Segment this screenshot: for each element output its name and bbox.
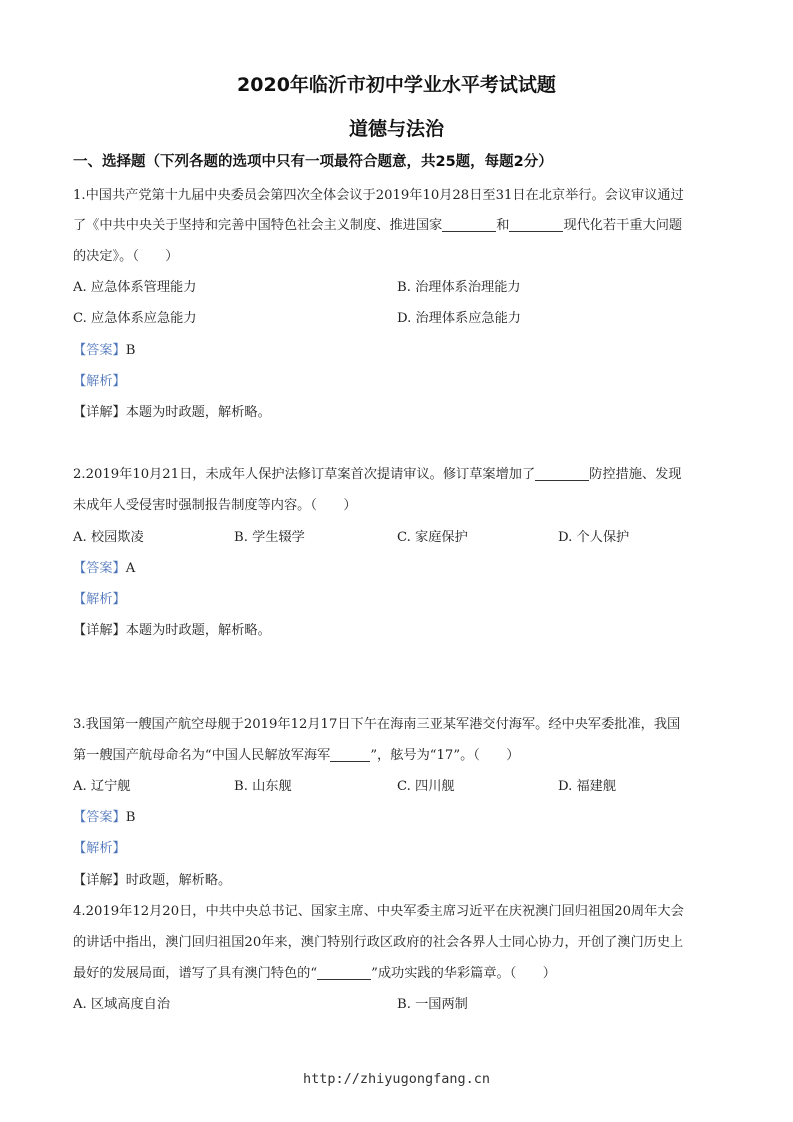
q2-stem-line1 [73, 463, 681, 482]
q3-answer-value: B [125, 810, 136, 825]
q2-option-b: B. 学生辍学 [234, 530, 305, 545]
q1-stem-line3: 的决定》。（ ） [73, 249, 179, 264]
q1-option-b: B. 治理体系治理能力 [397, 280, 521, 295]
q1-answer [73, 339, 135, 358]
blank-underline [330, 747, 370, 762]
q4-stem-line3 [73, 962, 556, 981]
q1-stem-line1: 1.中国共产党第十九届中央委员会第四次全体会议于2019年10月28日至31日在北京举行。会议审议通过 [73, 188, 684, 203]
blank-underline [535, 466, 589, 481]
blank-underline [317, 965, 371, 980]
q1-stem-line2-and: 和 [496, 218, 510, 233]
q3-analysis-label: 【解析】 [73, 841, 126, 856]
q4-stem-line3-end: ”成功实践的华彩篇章。（ ） [371, 966, 556, 981]
q2-answer [73, 557, 135, 576]
q1-detail [73, 401, 271, 420]
q4-stem-line1: 4.2019年12月20日，中共中央总书记、国家主席、中央军委主席习近平在庆祝澳门回归祖国20周年大会 [73, 904, 684, 919]
q1-option-a: A. 应急体系管理能力 [73, 280, 197, 295]
q3-stem-line2 [73, 744, 519, 763]
q2-answer-value: A [125, 561, 136, 576]
q3-stem-line2-end: ”，舷号为“17”。（ ） [370, 748, 520, 763]
q2-detail [73, 619, 271, 638]
footer-url: http://zhiyugongfang.cn [303, 1071, 490, 1087]
q3-detail-text: 时政题，解析略。 [125, 873, 232, 888]
q2-option-a: A. 校园欺凌 [73, 530, 144, 545]
q1-stem-line2 [73, 214, 682, 233]
q3-option-a: A. 辽宁舰 [73, 779, 131, 794]
q1-answer-value: B [125, 343, 136, 358]
q2-detail-text: 本题为时政题，解析略。 [125, 623, 271, 638]
answer-label: 【答案】 [73, 810, 126, 825]
q2-stem-line1-text: 2.2019年10月21日，未成年人保护法修订草案首次提请审议。修订草案增加了 [73, 467, 536, 482]
q3-option-d: D. 福建舰 [558, 779, 617, 794]
subject-title: 道德与法治 [348, 118, 444, 140]
q4-stem-line2: 的讲话中指出，澳门回归祖国20年来，澳门特别行政区政府的社会各界人士同心协力，开创了澳门历史上 [73, 935, 684, 950]
q4-option-b: B. 一国两制 [397, 997, 468, 1012]
q3-stem-line1: 3.我国第一艘国产航空母舰于2019年12月17日下午在海南三亚某军港交付海军。经中央军委批准，我国 [73, 717, 681, 732]
q4-option-a: A. 区域高度自治 [73, 997, 171, 1012]
q1-stem-line2-text: 了《中共中央关于坚持和完善中国特色社会主义制度、推进国家 [73, 218, 443, 233]
answer-label: 【答案】 [73, 561, 126, 576]
q1-analysis-label: 【解析】 [73, 374, 126, 389]
q2-stem-line2: 未成年人受侵害时强制报告制度等内容。（ ） [73, 498, 357, 513]
q1-stem-line2-end: 现代化若干重大问题 [563, 218, 683, 233]
q3-stem-line2-text: 第一艘国产航母命名为“中国人民解放军海军 [73, 748, 331, 763]
q3-option-b: B. 山东舰 [234, 779, 292, 794]
detail-label: 【详解】 [73, 405, 126, 420]
q1-detail-text: 本题为时政题，解析略。 [125, 405, 271, 420]
q2-analysis-label: 【解析】 [73, 592, 126, 607]
section-heading: 一、选择题（下列各题的选项中只有一项最符合题意，共25题，每题2分） [73, 154, 553, 170]
blank-underline [442, 217, 496, 232]
q2-option-c: C. 家庭保护 [397, 530, 468, 545]
q1-option-d: D. 治理体系应急能力 [397, 311, 521, 326]
q1-option-c: C. 应急体系应急能力 [73, 311, 197, 326]
detail-label: 【详解】 [73, 873, 126, 888]
q2-stem-line1-end: 防控措施、发现 [589, 467, 682, 482]
q3-option-c: C. 四川舰 [397, 779, 455, 794]
q3-answer [73, 806, 135, 825]
exam-title: 2020年临沂市初中学业水平考试试题 [237, 74, 556, 96]
answer-label: 【答案】 [73, 343, 126, 358]
detail-label: 【详解】 [73, 623, 126, 638]
blank-underline [509, 217, 563, 232]
q3-detail [73, 869, 231, 888]
q4-stem-line3-text: 最好的发展局面，谱写了具有澳门特色的“ [73, 966, 318, 981]
q2-option-d: D. 个人保护 [558, 530, 630, 545]
